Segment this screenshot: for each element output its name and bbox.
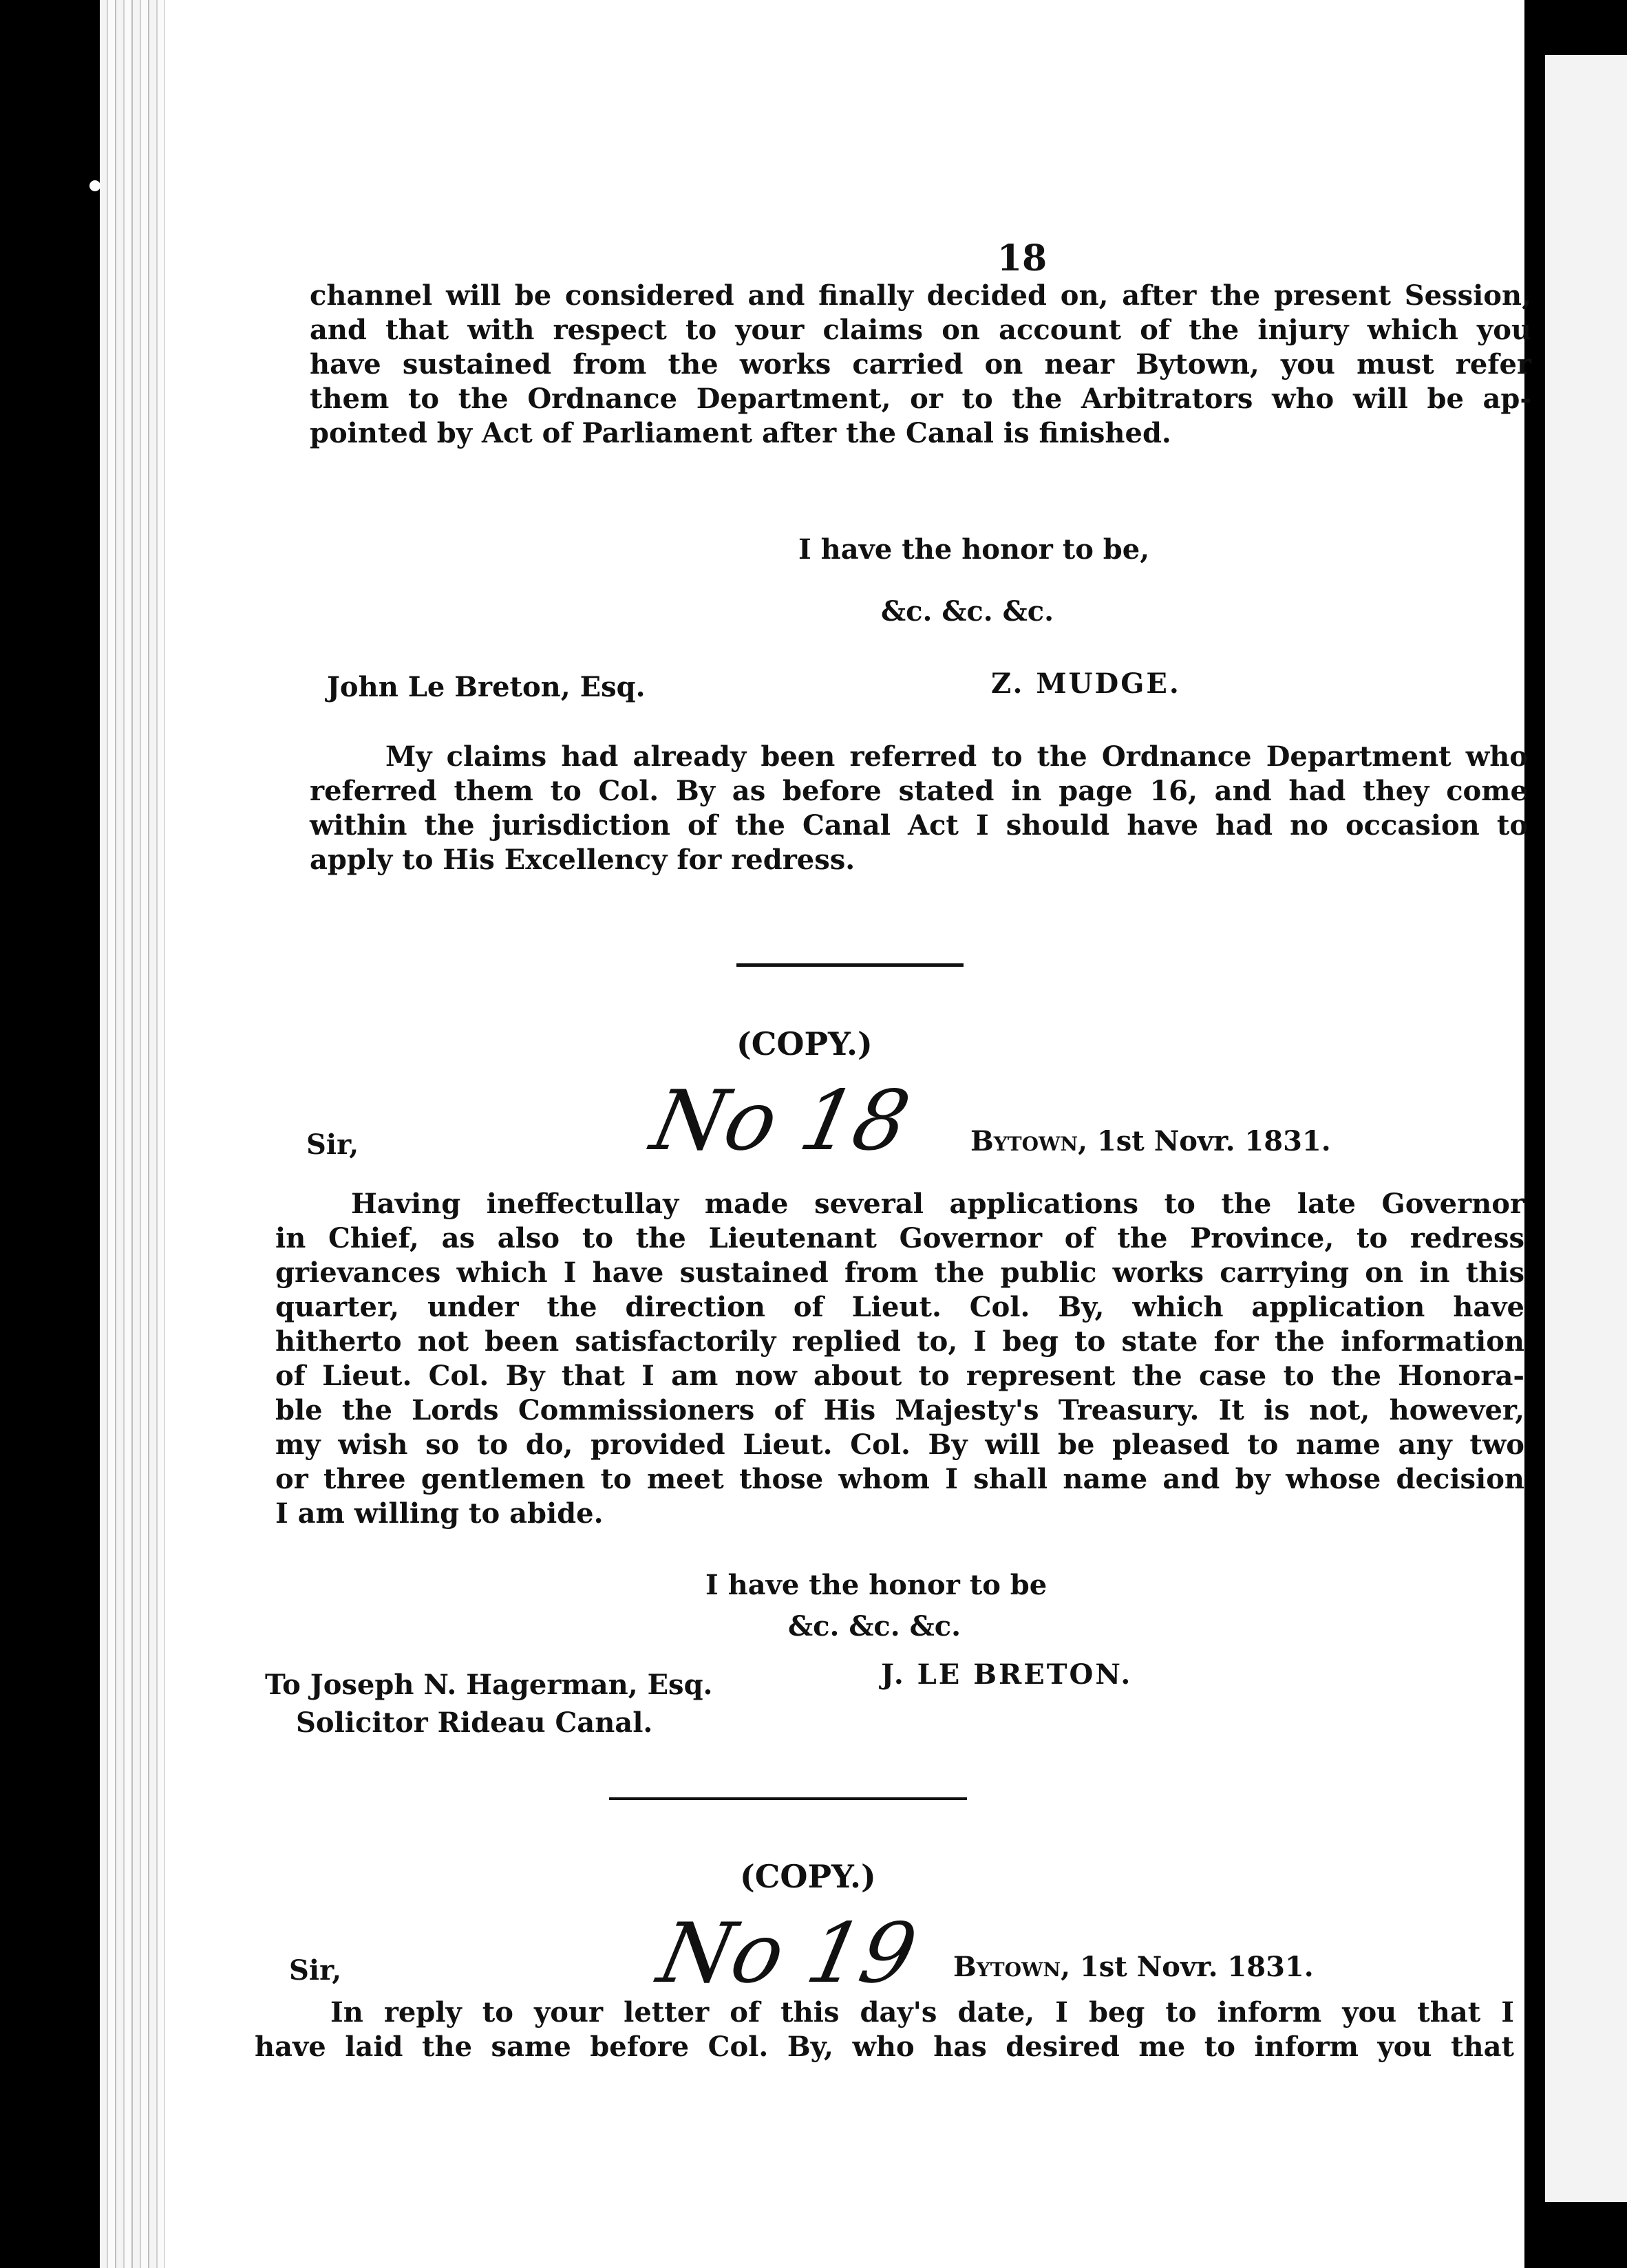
section-divider (609, 1797, 967, 1800)
place: Bytown, (953, 1951, 1070, 1983)
text-line: my wish so to do, provided Lieut. Col. By will be pleased to name any two (275, 1429, 1524, 1461)
salutation: Sir, (306, 1128, 359, 1161)
salutation: Sir, (289, 1954, 342, 1987)
letter-closing: I have the honor to be (705, 1569, 1048, 1601)
page-number: 18 (997, 237, 1048, 279)
letter-etc: &c. &c. &c. (881, 595, 1054, 628)
text-line: and that with respect to your claims on account of the injury which you (310, 314, 1531, 346)
text-line: within the jurisdiction of the Canal Act I should have had no occasion to (310, 809, 1528, 842)
paragraph-continuation (310, 279, 1531, 451)
text-line: apply to His Excellency for redress. (310, 844, 855, 876)
text-line: I am willing to abide. (275, 1497, 604, 1530)
text-line: channel will be considered and finally decided on, after the present Session, (310, 279, 1531, 312)
text-line: grievances which I have sustained from the public works carrying on in this (275, 1256, 1524, 1289)
text-line: pointed by Act of Parliament after the Canal is finished. (310, 417, 1171, 449)
facing-page-edge (1545, 55, 1627, 2202)
date: 1st Novr. 1831. (1079, 1951, 1314, 1983)
author-comment (310, 740, 1528, 877)
text-line: Having ineffectullay made several applications to the late Governor (351, 1188, 1524, 1220)
text-line: In reply to your letter of this day's date, I beg to inform you that I (330, 1996, 1514, 2029)
letter-body (255, 1996, 1514, 2064)
text-line: in Chief, as also to the Lieutenant Governor of the Province, to redress (275, 1222, 1524, 1254)
copy-heading: (COPY.) (740, 1858, 876, 1895)
letter-etc: &c. &c. &c. (788, 1610, 961, 1643)
text-line: of Lieut. Col. By that I am now about to represent the case to the Honora- (275, 1360, 1524, 1392)
signature: Z. MUDGE. (991, 667, 1181, 700)
handwritten-number: No 18 (644, 1073, 917, 1169)
dateline (970, 1125, 1331, 1157)
text-line: have laid the same before Col. By, who has desired me to inform you that (255, 2031, 1514, 2063)
text-line: have sustained from the works carried on near Bytown, you must refer (310, 348, 1531, 381)
date: 1st Novr. 1831. (1096, 1125, 1331, 1157)
text-line: referred them to Col. By as before stated in page 16, and had they come (310, 775, 1528, 807)
copy-heading: (COPY.) (736, 1025, 873, 1062)
text-line: hitherto not been satisfactorily replied to, I beg to state for the information (275, 1325, 1524, 1358)
binding-hole (89, 180, 100, 191)
document-page (165, 0, 1531, 2268)
text-line: My claims had already been referred to the Ordnance Department who (385, 740, 1528, 773)
text-line: quarter, under the direction of Lieut. Col. By, which application have (275, 1291, 1524, 1323)
addressee: John Le Breton, Esq. (327, 671, 646, 703)
dateline (953, 1951, 1314, 1983)
text-line: or three gentlemen to meet those whom I shall name and by whose decision (275, 1463, 1524, 1495)
letter-body (275, 1187, 1524, 1531)
signature: J. LE BRETON. (881, 1658, 1133, 1691)
text-line: ble the Lords Commissioners of His Majesty's Treasury. It is not, however, (275, 1394, 1524, 1426)
handwritten-number: No 19 (650, 1906, 924, 2002)
text-line: them to the Ordnance Department, or to the Arbitrators who will be ap- (310, 383, 1531, 415)
letter-closing: I have the honor to be, (798, 533, 1150, 566)
addressee: To Joseph N. Hagerman, Esq. (265, 1669, 713, 1701)
addressee-title: Solicitor Rideau Canal. (296, 1707, 653, 1739)
place: Bytown, (970, 1125, 1087, 1157)
section-divider (736, 963, 964, 967)
